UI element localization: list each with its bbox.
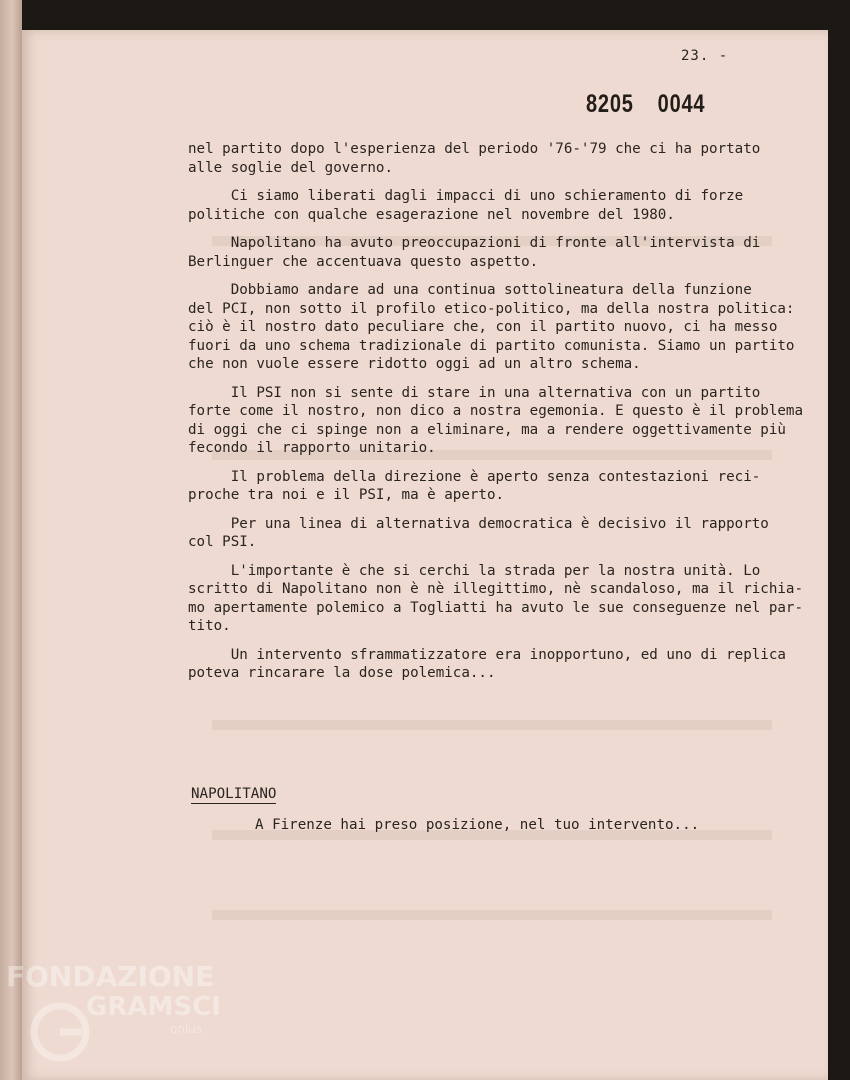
bleed-through-shadow: [212, 910, 772, 920]
paragraph: Il PSI non si sente di stare in una alternativa con un partito forte come il nostro, non dico a nostra egemonia. E questo è il di oggi che ci spinge non a eliminare, ma a rendere oggettivamente fecondo il rapporto unitario.: [188, 384, 761, 456]
speaker-heading: NAPOLITANO: [191, 786, 277, 802]
paragraph: L'importante è che si cerchi la strada per la nostra unità. Lo scritto di Napolitano non è nè illegittimo, nè scandaloso, ma il mo apertamente polemico a Togliatti ha avuto le sue conseguenze nel tito.: [188, 562, 761, 634]
watermark-line1: FONDAZIONE: [6, 960, 215, 993]
fondazione-gramsci-watermark: [0, 956, 220, 1080]
paragraph: Per una linea di alternativa democratica è decisivo il rapporto col PSI.: [188, 515, 769, 550]
bleed-through-shadow: [212, 720, 772, 730]
document-body: [188, 140, 795, 693]
paragraph: Dobbiamo andare ad una continua sottolineatura della funzione del PCI, non sotto il profilo etico-politico, ma della nostra politica: ciò è il nostro dato peculiare che, con il partito nuovo, ci ha messo fuori da uno schema tradizionale di partito comunista. Siamo un partito che non vuole essere ridotto oggi ad un altro schema.: [188, 282, 795, 372]
page-number: 23. -: [681, 48, 729, 64]
binder-spine: [0, 0, 22, 1080]
paragraph: Il problema della direzione è aperto senza contestazioni reci- proche tra noi e il PSI, ma è aperto.: [188, 468, 761, 503]
paragraph: Ci siamo liberati dagli impacci di uno schieramento di forze politiche con qualche esagerazione nel novembre del 1980.: [188, 188, 744, 223]
watermark-suffix: onlus: [170, 1022, 203, 1036]
watermark-line2: GRAMSCI: [86, 992, 221, 1022]
paragraph: Un intervento sframmatizzatore era inopportuno, ed uno di replica poteva rincarare la dose polemica...: [188, 646, 786, 681]
paragraph: Napolitano ha avuto preoccupazioni di fronte all'intervista di Berlinguer che accentuava questo aspetto.: [188, 235, 761, 270]
gramsci-logo-icon: [30, 992, 90, 1072]
paragraph: nel partito dopo l'esperienza del periodo '76-'79 che ci ha portato alle soglie del governo.: [188, 141, 761, 176]
speaker-text: A Firenze hai preso posizione, nel tuo intervento...: [255, 817, 700, 833]
archive-stamp-code: 8205 0044: [586, 90, 706, 118]
